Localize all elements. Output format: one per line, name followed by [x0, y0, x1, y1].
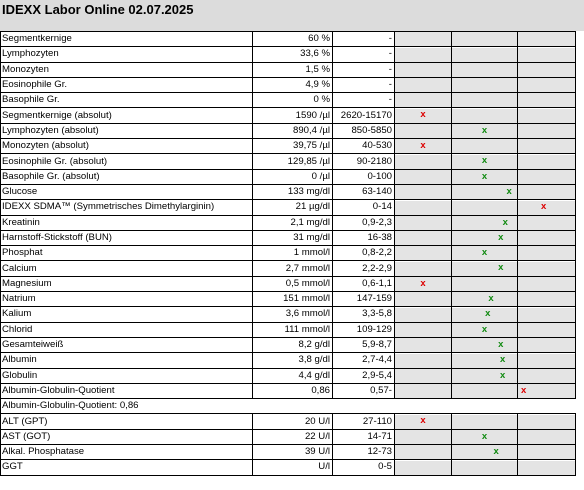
report-title: IDEXX Labor Online 02.07.2025	[2, 2, 194, 17]
test-name: GGT	[1, 460, 253, 475]
range-zone-high	[518, 154, 576, 169]
range-zone-high	[518, 62, 576, 77]
range-zone-low	[395, 184, 452, 199]
reference-range: 0-100	[333, 169, 395, 184]
range-zone-high	[518, 169, 576, 184]
report-header	[0, 0, 584, 31]
range-zone-high	[518, 261, 576, 276]
test-name: Harnstoff-Stickstoff (BUN)	[1, 230, 253, 245]
reference-range: 0,8-2,2	[333, 246, 395, 261]
test-name: Kreatinin	[1, 215, 253, 230]
test-name: Calcium	[1, 261, 253, 276]
range-zone-high	[518, 445, 576, 460]
result-row	[1, 215, 576, 230]
reference-range: 14-71	[333, 429, 395, 444]
result-row	[1, 414, 576, 429]
range-zone-high	[518, 383, 576, 398]
range-zone-normal	[452, 246, 518, 261]
range-zone-low	[395, 445, 452, 460]
reference-range: 12-73	[333, 445, 395, 460]
range-zone-low	[395, 108, 452, 123]
range-zone-low	[395, 200, 452, 215]
range-zone-low	[395, 307, 452, 322]
reference-range: 0-5	[333, 460, 395, 475]
range-zone-normal	[452, 154, 518, 169]
result-row	[1, 337, 576, 352]
test-value: 890,4 /µl	[253, 123, 333, 138]
test-name: Lymphozyten	[1, 47, 253, 62]
result-row	[1, 47, 576, 62]
range-zone-normal	[452, 368, 518, 383]
range-zone-low	[395, 123, 452, 138]
result-row	[1, 429, 576, 444]
reference-range: 147-159	[333, 292, 395, 307]
reference-range: 27-110	[333, 414, 395, 429]
range-zone-normal	[452, 230, 518, 245]
reference-range: 5,9-8,7	[333, 337, 395, 352]
test-value: 0 /µl	[253, 169, 333, 184]
test-name: ALT (GPT)	[1, 414, 253, 429]
result-row	[1, 460, 576, 475]
result-row	[1, 445, 576, 460]
range-zone-normal	[452, 215, 518, 230]
result-row	[1, 292, 576, 307]
range-zone-normal	[452, 276, 518, 291]
range-zone-high	[518, 215, 576, 230]
range-zone-high	[518, 47, 576, 62]
range-zone-low	[395, 429, 452, 444]
range-zone-normal	[452, 337, 518, 352]
range-zone-normal	[452, 169, 518, 184]
range-zone-normal	[452, 139, 518, 154]
range-zone-high	[518, 276, 576, 291]
test-value: 2,7 mmol/l	[253, 261, 333, 276]
test-name: Phosphat	[1, 246, 253, 261]
range-zone-low	[395, 460, 452, 475]
test-name: Eosinophile Gr. (absolut)	[1, 154, 253, 169]
range-zone-normal	[452, 47, 518, 62]
result-row	[1, 368, 576, 383]
reference-range: 0,57-	[333, 383, 395, 398]
range-zone-low	[395, 353, 452, 368]
range-zone-high	[518, 322, 576, 337]
result-row	[1, 123, 576, 138]
result-row	[1, 307, 576, 322]
test-value: 33,6 %	[253, 47, 333, 62]
result-row	[1, 322, 576, 337]
reference-range: 16-38	[333, 230, 395, 245]
test-value: 4,9 %	[253, 77, 333, 92]
result-row	[1, 383, 576, 398]
range-zone-low	[395, 414, 452, 429]
test-value: 111 mmol/l	[253, 322, 333, 337]
test-name: Globulin	[1, 368, 253, 383]
result-row	[1, 353, 576, 368]
range-zone-low	[395, 337, 452, 352]
test-name: Segmentkernige (absolut)	[1, 108, 253, 123]
range-zone-low	[395, 261, 452, 276]
result-marker: x	[420, 277, 426, 289]
test-value: 60 %	[253, 32, 333, 47]
range-zone-normal	[452, 62, 518, 77]
range-zone-high	[518, 230, 576, 245]
range-zone-normal	[452, 108, 518, 123]
test-name: Natrium	[1, 292, 253, 307]
test-name: AST (GOT)	[1, 429, 253, 444]
range-zone-low	[395, 292, 452, 307]
test-value: 39 U/l	[253, 445, 333, 460]
range-zone-high	[518, 77, 576, 92]
test-value: 21 µg/dl	[253, 200, 333, 215]
test-value: 22 U/l	[253, 429, 333, 444]
range-zone-high	[518, 353, 576, 368]
range-zone-normal	[452, 200, 518, 215]
range-zone-high	[518, 139, 576, 154]
reference-range: -	[333, 62, 395, 77]
test-name: Albumin-Globulin-Quotient	[1, 383, 253, 398]
result-row	[1, 77, 576, 92]
range-zone-high	[518, 337, 576, 352]
range-zone-low	[395, 276, 452, 291]
result-marker: x	[481, 430, 488, 442]
range-zone-low	[395, 322, 452, 337]
result-marker: x	[481, 124, 488, 136]
result-marker: x	[420, 109, 426, 121]
range-zone-low	[395, 230, 452, 245]
range-zone-normal	[452, 307, 518, 322]
reference-range: 40-530	[333, 139, 395, 154]
range-zone-low	[395, 246, 452, 261]
result-row	[1, 184, 576, 199]
test-value: 1,5 %	[253, 62, 333, 77]
test-name: Eosinophile Gr.	[1, 77, 253, 92]
result-marker: x	[481, 170, 488, 182]
result-marker: x	[485, 308, 491, 320]
range-zone-normal	[452, 77, 518, 92]
result-row	[1, 93, 576, 108]
range-zone-low	[395, 169, 452, 184]
test-value: 39,75 /µl	[253, 139, 333, 154]
note-row	[1, 399, 576, 414]
reference-range: 3,3-5,8	[333, 307, 395, 322]
result-marker: x	[502, 216, 508, 228]
range-zone-normal	[452, 445, 518, 460]
test-value: 151 mmol/l	[253, 292, 333, 307]
result-marker: x	[500, 369, 506, 381]
test-name: Magnesium	[1, 276, 253, 291]
range-zone-normal	[452, 383, 518, 398]
test-name: Monozyten	[1, 62, 253, 77]
result-row	[1, 154, 576, 169]
test-value: 4,4 g/dl	[253, 368, 333, 383]
reference-range: 0,9-2,3	[333, 215, 395, 230]
test-value: 2,1 mg/dl	[253, 215, 333, 230]
range-zone-high	[518, 307, 576, 322]
range-zone-high	[518, 32, 576, 47]
reference-range: 2,9-5,4	[333, 368, 395, 383]
reference-range: 2,2-2,9	[333, 261, 395, 276]
test-name: Chlorid	[1, 322, 253, 337]
range-zone-normal	[452, 123, 518, 138]
result-row	[1, 200, 576, 215]
reference-range: -	[333, 32, 395, 47]
test-name: Gesamteiweiß	[1, 337, 253, 352]
test-value: 0 %	[253, 93, 333, 108]
reference-range: 0,6-1,1	[333, 276, 395, 291]
range-zone-normal	[452, 414, 518, 429]
reference-range: 2,7-4,4	[333, 353, 395, 368]
result-row	[1, 62, 576, 77]
result-row	[1, 261, 576, 276]
test-name: Alkal. Phosphatase	[1, 445, 253, 460]
test-name: Basophile Gr. (absolut)	[1, 169, 253, 184]
range-zone-high	[518, 368, 576, 383]
test-value: 1 mmol/l	[253, 246, 333, 261]
range-zone-low	[395, 93, 452, 108]
test-value: 129,85 /µl	[253, 154, 333, 169]
range-zone-high	[518, 93, 576, 108]
test-value: 8,2 g/dl	[253, 337, 333, 352]
test-name: Basophile Gr.	[1, 93, 253, 108]
result-marker: x	[498, 231, 504, 243]
reference-range: 90-2180	[333, 154, 395, 169]
test-value: U/l	[253, 460, 333, 475]
note-text: Albumin-Globulin-Quotient: 0,86	[1, 399, 576, 414]
result-row	[1, 246, 576, 261]
range-zone-normal	[452, 460, 518, 475]
result-row	[1, 32, 576, 47]
result-marker: x	[506, 185, 512, 197]
result-marker: x	[488, 293, 494, 305]
range-zone-high	[518, 108, 576, 123]
range-zone-normal	[452, 353, 518, 368]
test-name: Albumin	[1, 353, 253, 368]
range-zone-normal	[452, 429, 518, 444]
result-marker: x	[521, 384, 527, 396]
test-name: Lymphozyten (absolut)	[1, 123, 253, 138]
range-zone-low	[395, 154, 452, 169]
range-zone-high	[518, 292, 576, 307]
result-marker: x	[498, 338, 504, 350]
range-zone-normal	[452, 322, 518, 337]
test-value: 0,5 mmol/l	[253, 276, 333, 291]
result-marker: x	[493, 446, 499, 458]
range-zone-low	[395, 383, 452, 398]
test-value: 133 mg/dl	[253, 184, 333, 199]
result-marker: x	[481, 323, 488, 335]
test-name: Segmentkernige	[1, 32, 253, 47]
result-marker: x	[481, 247, 488, 259]
result-row	[1, 276, 576, 291]
range-zone-high	[518, 246, 576, 261]
range-zone-high	[518, 123, 576, 138]
result-marker: x	[500, 354, 506, 366]
result-marker: x	[420, 415, 426, 427]
test-name: Kalium	[1, 307, 253, 322]
test-value: 3,6 mmol/l	[253, 307, 333, 322]
range-zone-low	[395, 47, 452, 62]
test-value: 0,86	[253, 383, 333, 398]
test-name: Monozyten (absolut)	[1, 139, 253, 154]
result-marker: x	[540, 201, 547, 213]
range-zone-high	[518, 429, 576, 444]
result-row	[1, 108, 576, 123]
range-zone-high	[518, 414, 576, 429]
reference-range: -	[333, 77, 395, 92]
range-zone-normal	[452, 184, 518, 199]
range-zone-high	[518, 184, 576, 199]
range-zone-low	[395, 77, 452, 92]
result-row	[1, 230, 576, 245]
range-zone-high	[518, 200, 576, 215]
reference-range: -	[333, 47, 395, 62]
result-marker: x	[420, 140, 426, 152]
range-zone-low	[395, 368, 452, 383]
test-name: Glucose	[1, 184, 253, 199]
reference-range: 850-5850	[333, 123, 395, 138]
result-marker: x	[481, 155, 488, 167]
result-marker: x	[498, 262, 504, 274]
test-value: 20 U/l	[253, 414, 333, 429]
range-zone-normal	[452, 32, 518, 47]
test-value: 1590 /µl	[253, 108, 333, 123]
reference-range: -	[333, 93, 395, 108]
range-zone-low	[395, 62, 452, 77]
result-row	[1, 169, 576, 184]
range-zone-low	[395, 139, 452, 154]
reference-range: 0-14	[333, 200, 395, 215]
reference-range: 109-129	[333, 322, 395, 337]
range-zone-normal	[452, 292, 518, 307]
range-zone-normal	[452, 261, 518, 276]
range-zone-high	[518, 460, 576, 475]
test-value: 3,8 g/dl	[253, 353, 333, 368]
test-value: 31 mg/dl	[253, 230, 333, 245]
reference-range: 2620-15170	[333, 108, 395, 123]
range-zone-low	[395, 215, 452, 230]
lab-results-table	[0, 31, 576, 476]
test-name: IDEXX SDMA™ (Symmetrisches Dimethylarginin)	[1, 200, 253, 215]
result-row	[1, 139, 576, 154]
range-zone-normal	[452, 93, 518, 108]
range-zone-low	[395, 32, 452, 47]
reference-range: 63-140	[333, 184, 395, 199]
